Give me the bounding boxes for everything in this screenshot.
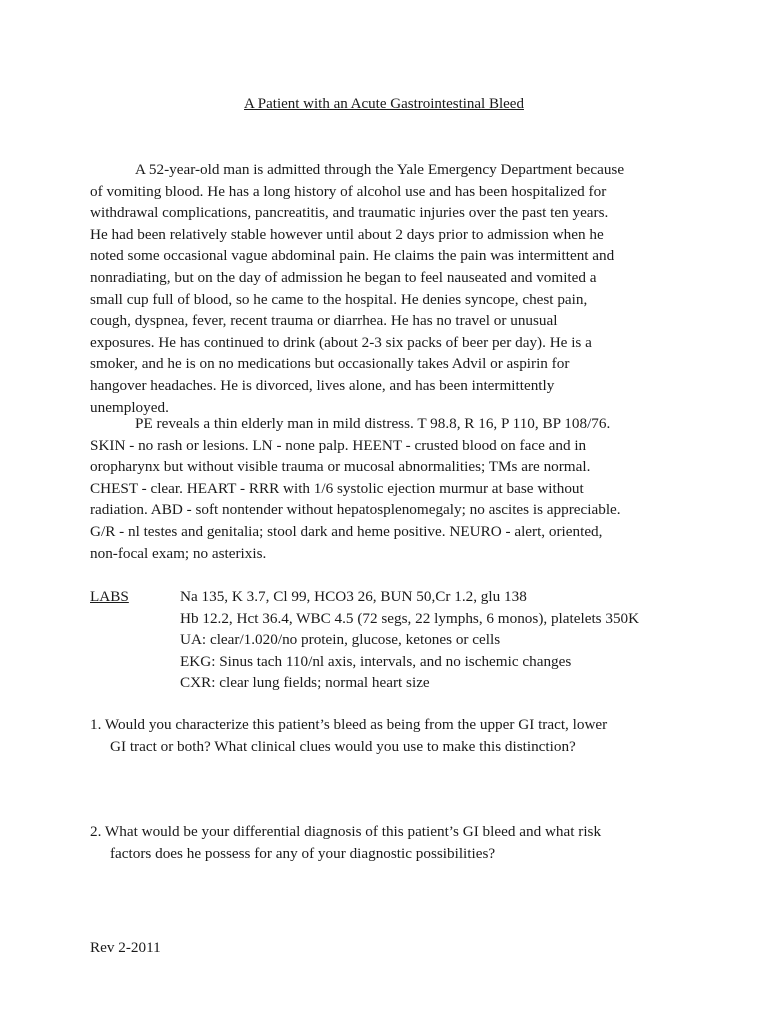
lab-line: CXR: clear lung fields; normal heart size: [180, 674, 430, 692]
labs-label: LABS: [90, 588, 129, 605]
lab-line: UA: clear/1.020/no protein, glucose, ketones or cells: [180, 631, 501, 649]
paragraph-line: SKIN - no rash or lesions. LN - none palp. HEENT - crusted blood on face and in: [90, 436, 587, 454]
lab-line: Na 135, K 3.7, Cl 99, HCO3 26, BUN 50,Cr 1.2, glu 138: [180, 588, 527, 605]
paragraph-line: withdrawal complications, pancreatitis, and traumatic injuries over the past ten years.: [90, 204, 609, 222]
exam-paragraph: [90, 413, 690, 564]
question-2: [90, 821, 690, 864]
history-paragraph: [90, 159, 690, 418]
labs-values: [180, 586, 740, 694]
paragraph-line: of vomiting blood. He has a long history of alcohol use and has been hospitalized for: [90, 182, 607, 200]
lab-line: EKG: Sinus tach 110/nl axis, intervals, and no ischemic changes: [180, 652, 572, 670]
paragraph-line: CHEST - clear. HEART - RRR with 1/6 systolic ejection murmur at base without: [90, 479, 584, 497]
page-title: A Patient with an Acute Gastrointestinal Bleed: [244, 96, 524, 112]
question-line: factors does he possess for any of your diagnostic possibilities?: [110, 844, 496, 862]
paragraph-line: exposures. He has continued to drink (about 2-3 six packs of beer per day). He is a: [90, 333, 592, 351]
question-1: [90, 714, 690, 757]
paragraph-line: oropharynx but without visible trauma or mucosal abnormalities; TMs are normal.: [90, 458, 591, 476]
paragraph-line: hangover headaches. He is divorced, lives alone, and has been intermittently: [90, 376, 555, 394]
question-line: 1. Would you characterize this patient’s bleed as being from the upper GI tract, lower: [90, 716, 608, 733]
question-line: GI tract or both? What clinical clues would you use to make this distinction?: [110, 737, 576, 755]
paragraph-line: cough, dyspnea, fever, recent trauma or diarrhea. He has no travel or unusual: [90, 312, 558, 330]
question-line: 2. What would be your differential diagnosis of this patient’s GI bleed and what risk: [90, 823, 602, 840]
paragraph-line: G/R - nl testes and genitalia; stool dark and heme positive. NEURO - alert, oriented,: [90, 522, 603, 540]
paragraph-line: PE reveals a thin elderly man in mild distress. T 98.8, R 16, P 110, BP 108/76.: [135, 415, 611, 432]
paragraph-line: A 52-year-old man is admitted through the Yale Emergency Department because: [135, 161, 625, 178]
lab-line: Hb 12.2, Hct 36.4, WBC 4.5 (72 segs, 22 lymphs, 6 monos), platelets 350K: [180, 609, 640, 627]
paragraph-line: unemployed.: [90, 398, 169, 416]
paragraph-line: noted some occasional vague abdominal pain. He claims the pain was intermittent and: [90, 247, 615, 265]
paragraph-line: radiation. ABD - soft nontender without hepatosplenomegaly; no ascites is appreciable.: [90, 501, 621, 519]
paragraph-line: non-focal exam; no asterixis.: [90, 544, 267, 562]
paragraph-line: smoker, and he is on no medications but occasionally takes Advil or aspirin for: [90, 355, 570, 373]
paragraph-line: small cup full of blood, so he came to the hospital. He denies syncope, chest pain,: [90, 290, 588, 308]
paragraph-line: nonradiating, but on the day of admission he began to feel nauseated and vomited a: [90, 268, 597, 286]
revision-footer: Rev 2-2011: [90, 939, 161, 956]
paragraph-line: He had been relatively stable however until about 2 days prior to admission when he: [90, 225, 604, 243]
